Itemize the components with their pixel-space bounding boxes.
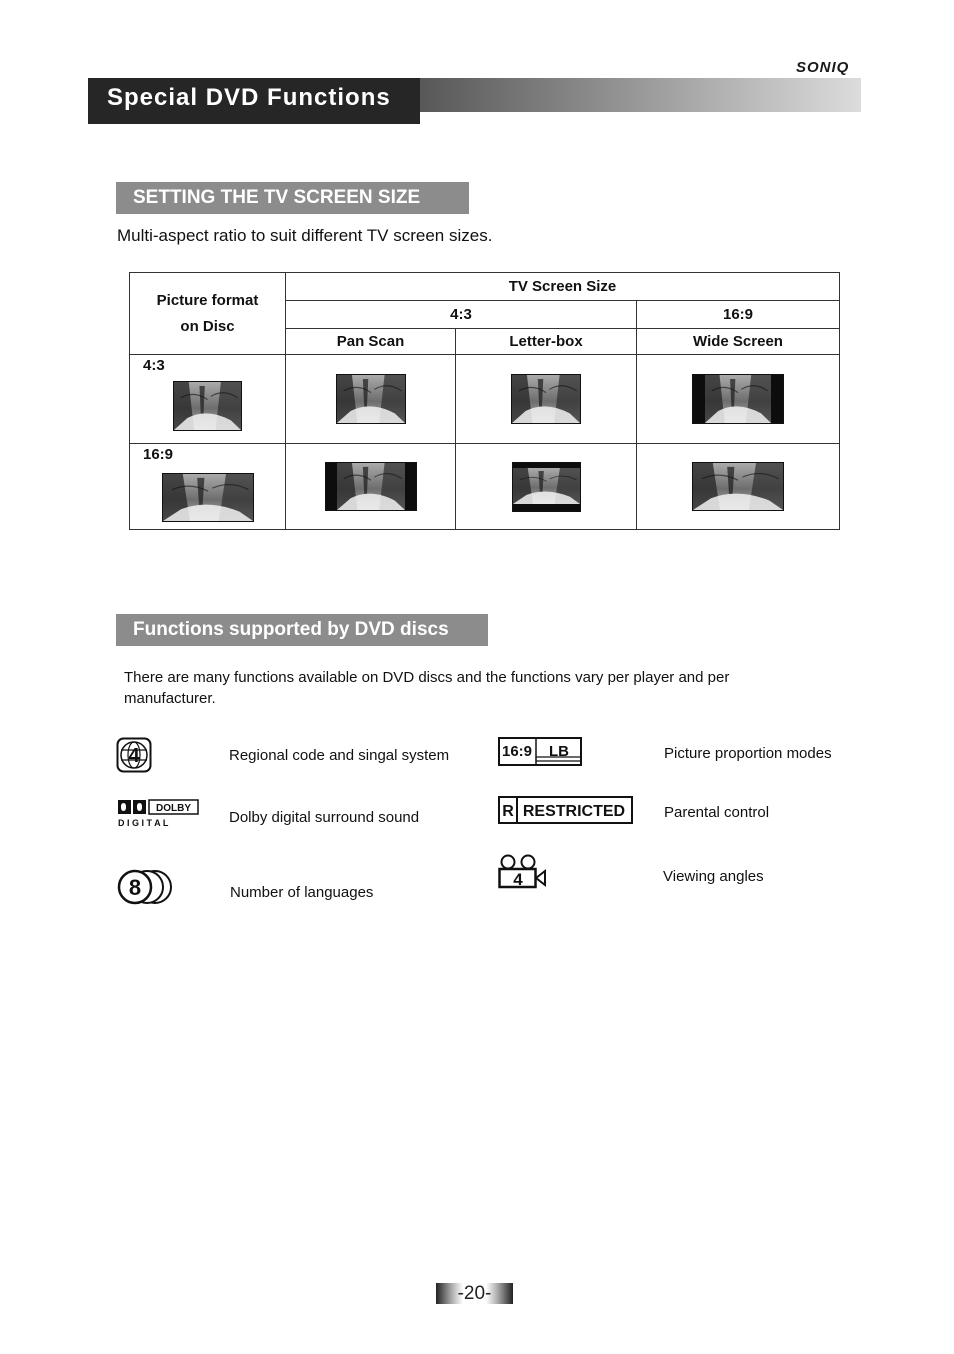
letter-box-header: Letter-box — [456, 329, 637, 355]
camera-angle-icon — [498, 854, 548, 895]
picture-169-source — [162, 473, 254, 522]
picture-169-letter-box — [512, 462, 581, 512]
section-intro-screen-size: Multi-aspect ratio to suit different TV screen sizes. — [117, 226, 493, 245]
dolby-label: Dolby digital surround sound — [229, 809, 420, 826]
picture-169-wide-screen — [692, 462, 784, 511]
row-169-pan-scan-cell — [286, 444, 456, 530]
dolby-icon-sub: D I G I T A L — [118, 818, 169, 828]
ratio-169-header: 16:9 — [637, 301, 840, 329]
picture-format-line2: on Disc — [180, 317, 235, 335]
aspect-icon-ratio: 16:9 — [501, 743, 533, 760]
brand-logo: SONIQ — [796, 59, 850, 76]
section-heading-dvd-functions: Functions supported by DVD discs — [116, 614, 488, 646]
row-43-format-cell — [130, 355, 286, 444]
pan-scan-header: Pan Scan — [286, 329, 456, 355]
table-row — [130, 444, 840, 530]
restricted-rating-icon — [498, 796, 634, 830]
tv-screen-size-header: TV Screen Size — [286, 273, 840, 301]
row-43-pan-scan-cell — [286, 355, 456, 444]
picture-format-header — [130, 273, 286, 355]
aspect-icon-mode: LB — [549, 743, 569, 760]
picture-43-wide-screen — [692, 374, 784, 424]
page-number: -20- — [457, 1283, 492, 1304]
picture-43-letter-box — [511, 374, 581, 424]
wide-screen-header: Wide Screen — [637, 329, 840, 355]
row-43-letter-box-cell — [456, 355, 637, 444]
table-row — [130, 355, 840, 444]
globe-region-icon — [116, 737, 152, 778]
row-169-label: 16:9 — [143, 446, 174, 463]
parental-label: Parental control — [664, 804, 770, 821]
tv-screen-size-table — [129, 272, 840, 530]
picture-format-line1: Picture format — [156, 291, 259, 309]
aspect-ratio-icon — [498, 737, 582, 772]
region-icon-number: 4 — [128, 745, 140, 767]
row-169-letter-box-cell — [456, 444, 637, 530]
dolby-icon-word: DOLBY — [156, 803, 191, 814]
picture-169-pan-scan — [325, 462, 417, 511]
restricted-icon-letter: R — [502, 803, 514, 820]
row-43-label: 4:3 — [143, 357, 165, 374]
row-169-format-cell — [130, 444, 286, 530]
restricted-icon-word: RESTRICTED — [522, 803, 626, 820]
page-title: Special DVD Functions — [107, 84, 391, 111]
languages-discs-icon — [116, 868, 174, 911]
dolby-digital-icon — [117, 798, 201, 833]
section-intro-dvd-functions: There are many functions available on DVD discs and the functions vary per player and per manufacturer. — [124, 669, 730, 707]
picture-43-pan-scan — [336, 374, 406, 424]
ratio-43-header: 4:3 — [286, 301, 637, 329]
row-169-wide-screen-cell — [637, 444, 840, 530]
section-heading-screen-size: SETTING THE TV SCREEN SIZE — [116, 182, 469, 214]
languages-icon-number: 8 — [128, 875, 142, 900]
angles-label: Viewing angles — [663, 868, 764, 885]
region-label: Regional code and singal system — [229, 747, 450, 764]
proportion-label: Picture proportion modes — [664, 745, 832, 762]
picture-43-source — [173, 381, 242, 431]
row-43-wide-screen-cell — [637, 355, 840, 444]
languages-label: Number of languages — [230, 884, 374, 901]
camera-icon-number: 4 — [513, 870, 523, 889]
